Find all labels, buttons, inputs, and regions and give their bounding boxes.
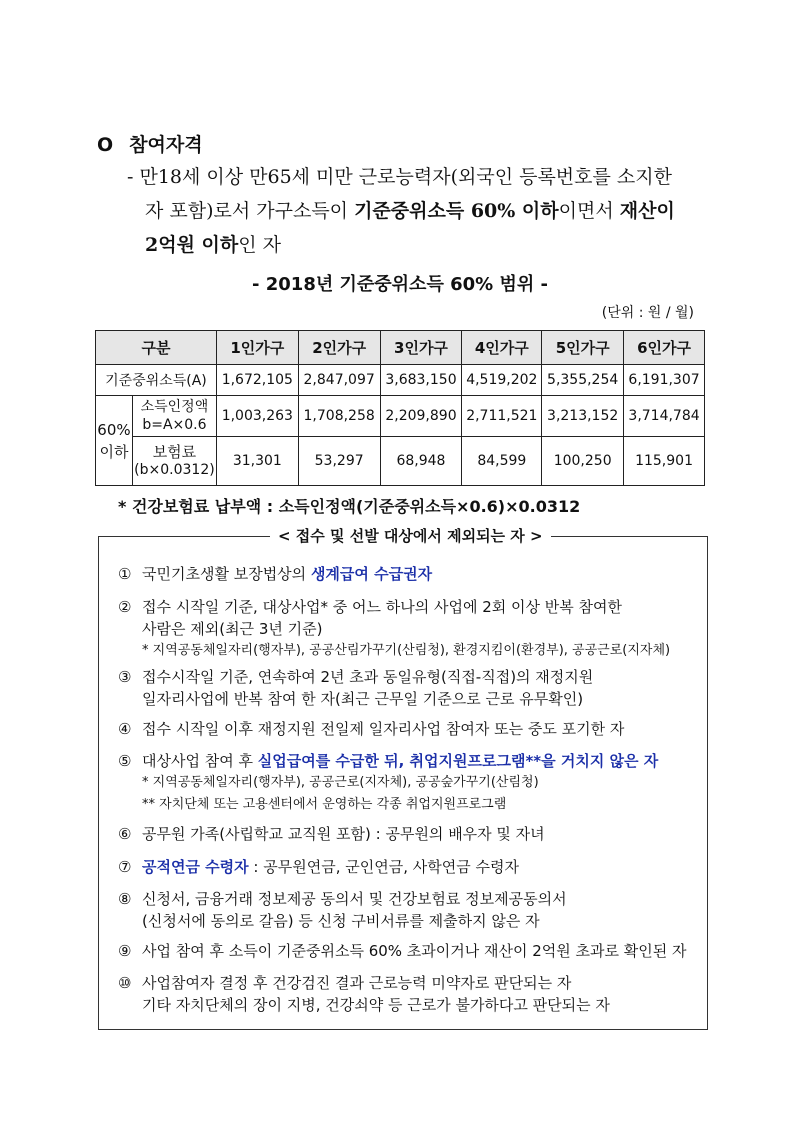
row-label-line: 보험료 bbox=[152, 443, 197, 461]
item-footnote: * 지역공동체일자리(행자부), 공공근로(지자체), 공공숲가꾸기(산림청) bbox=[142, 775, 539, 790]
table-cell: 115,901 bbox=[624, 437, 705, 486]
header-cell: 1인가구 bbox=[216, 331, 298, 365]
section-heading-text: 참여자격 bbox=[129, 134, 203, 156]
table-header-row bbox=[96, 331, 705, 365]
header-cell: 구분 bbox=[96, 331, 217, 365]
asset-limit: 2억원 이하 bbox=[145, 234, 239, 256]
item-text: 사업 참여 후 소득이 기준중위소득 60% 초과이거나 재산이 2억원 초과로 확인된 자 bbox=[142, 942, 687, 960]
item-highlight: 실업급여를 수급한 뒤, 취업지원프로그램**을 거치지 않은 자 bbox=[257, 752, 659, 770]
qualification-line-3 bbox=[145, 228, 281, 262]
item-text: 기타 자치단체의 장이 지병, 건강쇠약 등 근로가 불가하다고 판단되는 자 bbox=[142, 996, 610, 1014]
group-label-line: 60% bbox=[97, 420, 131, 439]
qualification-line-1: - 만18세 이상 만65세 미만 근로능력자(외국인 등록번호를 소지한 bbox=[127, 166, 672, 188]
group-label bbox=[96, 396, 133, 486]
table-cell: 2,847,097 bbox=[298, 365, 380, 396]
item-text: 신청서, 금융거래 정보제공 동의서 및 건강보험료 정보제공동의서 bbox=[142, 890, 567, 908]
table-cell: 2,209,890 bbox=[380, 396, 462, 437]
item-number: ⑩ bbox=[118, 974, 132, 992]
row-label bbox=[132, 396, 216, 437]
header-cell: 5인가구 bbox=[542, 331, 624, 365]
table-row bbox=[96, 437, 705, 486]
item-footnote: ** 자치단체 또는 고용센터에서 운영하는 각종 취업지원프로그램 bbox=[142, 797, 507, 812]
item-number: ③ bbox=[118, 668, 132, 686]
exclusion-item-6 bbox=[118, 823, 545, 845]
exclusion-box-title: < 접수 및 선발 대상에서 제외되는 자 > bbox=[270, 525, 551, 546]
row-label: 기준중위소득(A) bbox=[96, 365, 217, 396]
item-text: 국민기초생활 보장법상의 bbox=[142, 565, 311, 583]
table-cell: 6,191,307 bbox=[624, 365, 705, 396]
note-label: * 건강보험료 납부액 : bbox=[118, 497, 279, 516]
table-cell: 53,297 bbox=[298, 437, 380, 486]
qualification-text: 이면서 bbox=[558, 200, 620, 222]
asset-criteria: 재산이 bbox=[619, 200, 675, 222]
exclusion-item-9 bbox=[118, 940, 687, 962]
exclusion-item-8 bbox=[118, 888, 567, 932]
table-cell: 1,672,105 bbox=[216, 365, 298, 396]
item-text: 공무원 가족(사립학교 교직원 포함) : 공무원의 배우자 및 자녀 bbox=[142, 825, 545, 843]
unit-label: (단위 : 원 / 월) bbox=[601, 305, 694, 321]
header-cell: 6인가구 bbox=[624, 331, 705, 365]
table-cell: 3,683,150 bbox=[380, 365, 462, 396]
table-row bbox=[96, 396, 705, 437]
insurance-note bbox=[118, 494, 580, 517]
table-cell: 68,948 bbox=[380, 437, 462, 486]
table-cell: 4,519,202 bbox=[462, 365, 542, 396]
header-cell: 4인가구 bbox=[462, 331, 542, 365]
table-row bbox=[96, 365, 705, 396]
table-cell: 3,213,152 bbox=[542, 396, 624, 437]
item-number: ⑨ bbox=[118, 942, 132, 960]
exclusion-item-10 bbox=[118, 972, 610, 1016]
group-label-line: 이하 bbox=[99, 442, 129, 461]
item-number: ⑥ bbox=[118, 825, 132, 843]
item-highlight: 생계급여 수급권자 bbox=[310, 565, 433, 583]
table-cell: 1,003,263 bbox=[216, 396, 298, 437]
row-label-line: b=A×0.6 bbox=[142, 417, 207, 433]
header-cell: 2인가구 bbox=[298, 331, 380, 365]
item-number: ⑤ bbox=[118, 752, 132, 770]
table-cell: 2,711,521 bbox=[462, 396, 542, 437]
item-text: 일자리사업에 반복 참여 한 자(최근 근무일 기준으로 근로 유무확인) bbox=[142, 690, 584, 708]
section-heading bbox=[97, 130, 203, 157]
exclusion-item-3 bbox=[118, 666, 593, 710]
note-formula: 소득인정액(기준중위소득×0.6)×0.0312 bbox=[278, 497, 581, 516]
item-number: ② bbox=[118, 598, 132, 616]
table-cell: 31,301 bbox=[216, 437, 298, 486]
qualification-text: 인 자 bbox=[238, 234, 282, 256]
item-number: ⑧ bbox=[118, 890, 132, 908]
exclusion-item-7 bbox=[118, 856, 519, 878]
item-text: 접수시작일 기준, 연속하여 2년 초과 동일유형(직접-직접)의 재정지원 bbox=[142, 668, 594, 686]
item-text: 접수 시작일 기준, 대상사업* 중 어느 하나의 사업에 2회 이상 반복 참여한 bbox=[142, 598, 622, 616]
item-highlight: 공적연금 수령자 bbox=[142, 858, 249, 876]
exclusion-item-1 bbox=[118, 563, 432, 585]
row-label-line: 소득인정액 bbox=[140, 399, 209, 415]
table-title: - 2018년 기준중위소득 60% 범위 - bbox=[252, 274, 548, 295]
item-number: ⑦ bbox=[118, 858, 132, 876]
table-cell: 84,599 bbox=[462, 437, 542, 486]
item-text: 사람은 제외(최근 3년 기준) bbox=[142, 620, 323, 638]
item-text: 대상사업 참여 후 bbox=[142, 752, 258, 770]
table-cell: 3,714,784 bbox=[624, 396, 705, 437]
income-table bbox=[95, 330, 705, 486]
qualification-line-2 bbox=[145, 194, 675, 228]
exclusion-item-2 bbox=[118, 596, 670, 662]
exclusion-item-5 bbox=[118, 750, 658, 816]
item-number: ① bbox=[118, 565, 132, 583]
header-cell: 3인가구 bbox=[380, 331, 462, 365]
qualification-text: 자 포함)로서 가구소득이 bbox=[145, 200, 355, 222]
item-footnote: * 지역공동체일자리(행자부), 공공산림가꾸기(산림청), 환경지킴이(환경부), 공공근로(지자체) bbox=[142, 643, 671, 658]
item-text: (신청서에 동의로 갈음) 등 신청 구비서류를 제출하지 않은 자 bbox=[142, 912, 540, 930]
item-number: ④ bbox=[118, 720, 132, 738]
row-label-line: (b×0.0312) bbox=[134, 462, 215, 478]
exclusion-item-4 bbox=[118, 718, 624, 740]
table-cell: 1,708,258 bbox=[298, 396, 380, 437]
table-cell: 100,250 bbox=[542, 437, 624, 486]
item-text: : 공무원연금, 군인연금, 사학연금 수령자 bbox=[248, 858, 519, 876]
item-text: 접수 시작일 이후 재정지원 전일제 일자리사업 참여자 또는 중도 포기한 자 bbox=[142, 720, 625, 738]
row-label bbox=[132, 437, 216, 486]
bullet-marker: O bbox=[97, 134, 114, 156]
table-cell: 5,355,254 bbox=[542, 365, 624, 396]
item-text: 사업참여자 결정 후 건강검진 결과 근로능력 미약자로 판단되는 자 bbox=[142, 974, 572, 992]
income-criteria: 기준중위소득 60% 이하 bbox=[354, 200, 559, 222]
